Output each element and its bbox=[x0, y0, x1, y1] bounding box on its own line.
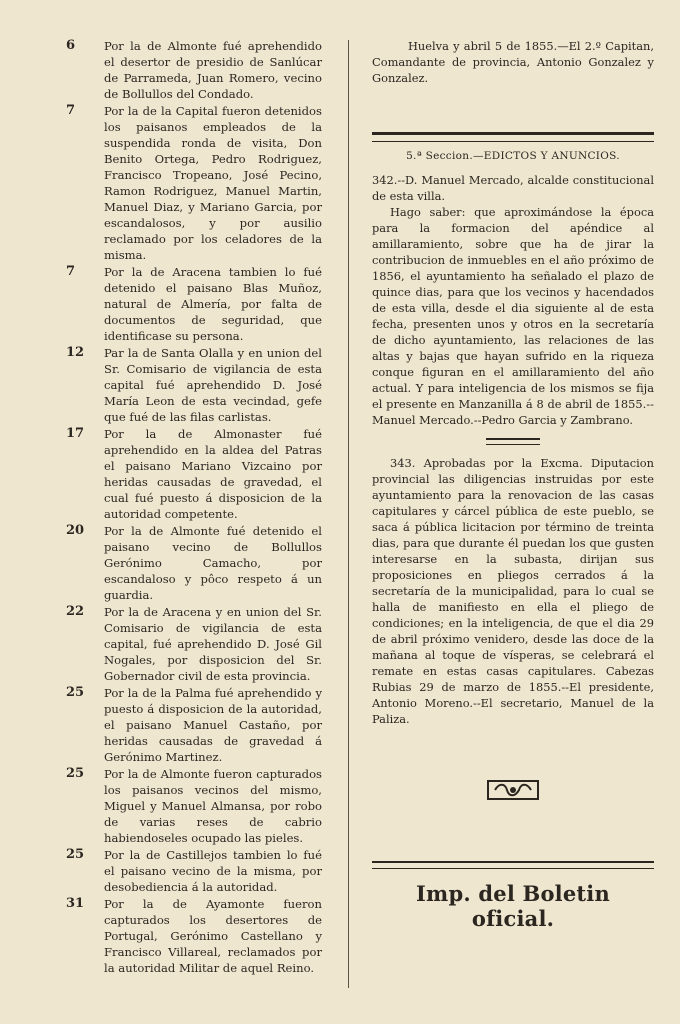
entry-text: Por la de Almonaster fué aprehendido en la aldea del Patras el paisano Mariano Vizcaino por heridas causadas de gravedad, el cual fué puesto á disposicion de la autoridad competente. bbox=[104, 427, 322, 521]
entry-text: Por la de Ayamonte fueron capturados los desertores de Portugal, Gerónimo Castellano y Francisco Villareal, reclamados por la autoridad Militar de aquel Reino. bbox=[104, 897, 322, 975]
end-rule bbox=[372, 861, 654, 869]
report-entry bbox=[66, 103, 326, 263]
section-rule bbox=[372, 132, 654, 142]
entry-day-number: 20 bbox=[66, 523, 85, 538]
edict-342-body: Hago saber: que aproximándose la época para la formacion del apéndice al amillaramiento, sobre que ha de jirar la contribucion de inmuebles en el año próximo de 1856, el ayuntamiento ha señalado el plazo de quince dias, para que los vecinos y hacendados de esta villa, desde el dia siguiente al de esta fecha, presenten unos y otros en la secretaría de dicho ayuntamiento, las relaciones de las altas y bajas que hayan sufrido en la riqueza conque figuran en el amillaramiento del año actual. Y para inteligencia de los mismos se fija el presente en Manzanilla á 8 de abril de 1855.--Manuel Mercado.--Pedro Garcia y Zambrano. bbox=[372, 205, 654, 427]
column-divider bbox=[348, 40, 349, 988]
entry-day-number: 17 bbox=[66, 426, 85, 441]
entry-day-number: 6 bbox=[66, 38, 76, 53]
report-entry bbox=[66, 896, 326, 976]
entry-text: Por la de Almonte fué aprehendido el desertor de presidio de Sanlúcar de Parrameda, Juan Romero, vecino de Bollullos del Condado. bbox=[104, 39, 322, 101]
entry-text: Por la de Almonte fueron capturados los paisanos vecinos del mismo, Miguel y Manuel Almansa, por robo de varias reses de cabrio habiendoseles ocupado las pieles. bbox=[104, 767, 322, 845]
entry-text: Por la de Aracena y en union del Sr. Comisario de vigilancia de esta capital, fué aprehendido D. José Gil Nogales, por disposicion del Sr. Gobernador civil de esta provincia. bbox=[104, 605, 322, 683]
ornament-icon bbox=[487, 779, 539, 801]
entry-text: Por la de Castillejos tambien lo fué el paisano vecino de la misma, por desobediencia á la autoridad. bbox=[104, 848, 322, 894]
entry-text: Par la de Santa Olalla y en union del Sr. Comisario de vigilancia de esta capital fué aprehendido D. José María Leon de esta vecindad, gefe que fué de las filas carlistas. bbox=[104, 346, 322, 424]
signature-paragraph: Huelva y abril 5 de 1855.—El 2.º Capitan, Comandante de provincia, Antonio Gonzalez y Gonzalez. bbox=[372, 39, 654, 85]
report-entry bbox=[66, 426, 326, 522]
entry-day-number: 25 bbox=[66, 766, 85, 781]
entry-text: Por la de la Palma fué aprehendido y puesto á disposicion de la autoridad, el paisano Manuel Castaño, por heridas causadas de gravedad á Gerónimo Martinez. bbox=[104, 686, 322, 764]
entry-day-number: 7 bbox=[66, 264, 76, 279]
report-entry bbox=[66, 345, 326, 425]
entry-day-number: 25 bbox=[66, 685, 85, 700]
entry-day-number: 12 bbox=[66, 345, 85, 360]
entry-day-number: 25 bbox=[66, 847, 85, 862]
entry-day-number: 22 bbox=[66, 604, 85, 619]
report-entry bbox=[66, 264, 326, 344]
report-entry bbox=[66, 604, 326, 684]
entry-text: Por la de la Capital fueron detenidos los paisanos empleados de la suspendida ronda de visita, Don Benito Ortega, Pedro Rodriguez, Francisco Tropeano, José Pecino, Ramon Rodriguez, Manuel Martin, Manuel Diaz, y Mariano Garcia, por escandalosos, y por ausilio reclamado por los celadores de la misma. bbox=[104, 104, 322, 262]
edict-342-intro: 342.--D. Manuel Mercado, alcalde constitucional de esta villa. bbox=[372, 173, 654, 203]
right-column bbox=[372, 38, 654, 931]
left-column bbox=[66, 38, 326, 977]
entry-text: Por la de Almonte fué detenido el paisano vecino de Bollullos Gerónimo Camacho, por escandaloso y pôco respeto á un guardia. bbox=[104, 524, 322, 602]
report-entry bbox=[66, 766, 326, 846]
entry-day-number: 31 bbox=[66, 896, 85, 911]
imprint-line: Imp. del Boletin oficial. bbox=[416, 881, 610, 931]
section-heading: 5.ª Seccion.—EDICTOS Y ANUNCIOS. bbox=[406, 150, 620, 162]
entry-day-number: 7 bbox=[66, 103, 76, 118]
separator-rule bbox=[486, 438, 540, 445]
report-entry bbox=[66, 38, 326, 102]
edict-343: 343. Aprobadas por la Excma. Diputacion provincial las diligencias instruidas por este ayuntamiento para la renovacion de las casas capitulares y cárcel pública de este pueblo, se saca á pública licitacion por término de treinta dias, para que durante él puedan los que gusten interesarse en la subasta, dirijan sus proposiciones en pliegos cerrados á la secretaría de la municipalidad, para lo cual se halla de manifiesto en ella el pliego de condiciones; en la inteligencia, de que el dia 29 de abril próximo venidero, desde las doce de la mañana al toque de vísperas, se celebrará el remate en estas casas capitulares. Cabezas Rubias 29 de marzo de 1855.--El presidente, Antonio Moreno.--El secretario, Manuel de la Paliza. bbox=[372, 456, 654, 726]
entry-text: Por la de Aracena tambien lo fué detenido el paisano Blas Muñoz, natural de Almería, por falta de documentos de seguridad, que identificase su persona. bbox=[104, 265, 322, 343]
report-entry bbox=[66, 847, 326, 895]
report-entry bbox=[66, 523, 326, 603]
report-entry bbox=[66, 685, 326, 765]
